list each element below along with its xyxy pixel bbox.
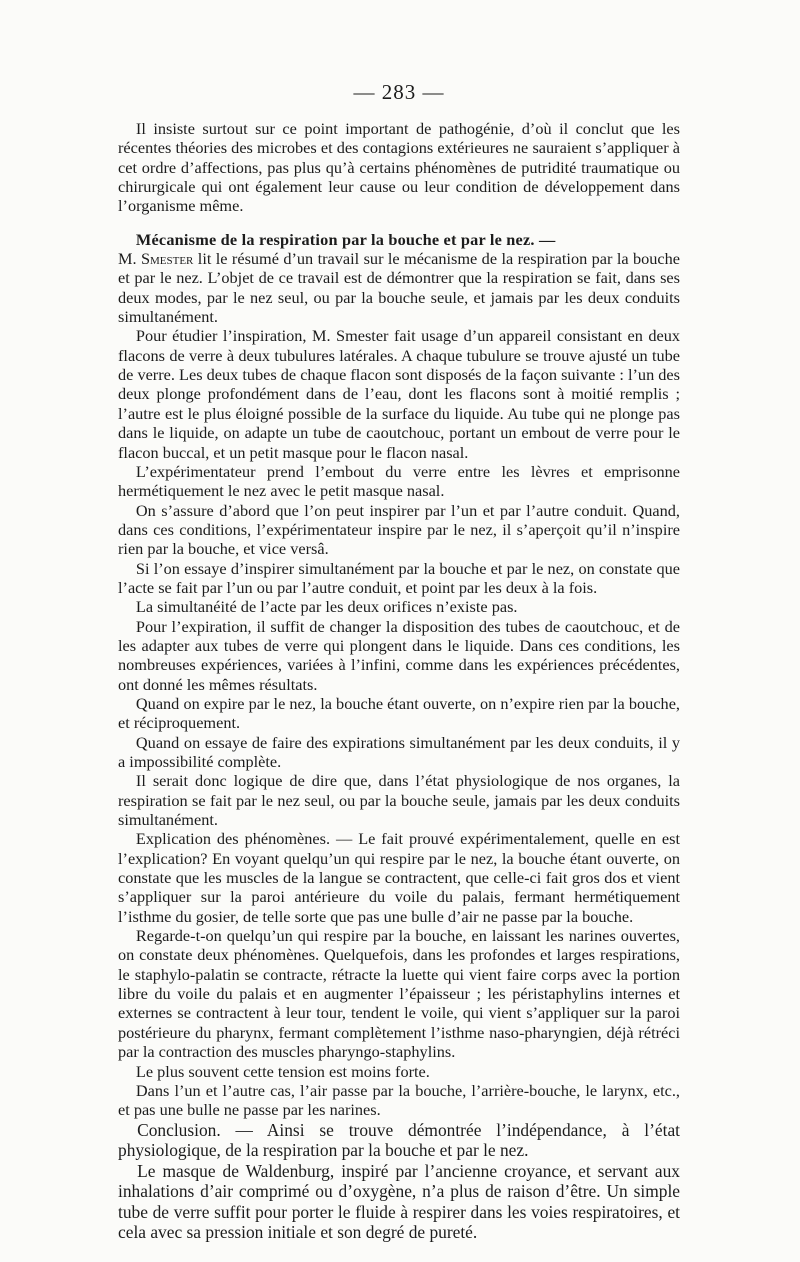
paragraph: L’expérimentateur prend l’embout du verre entre les lèvres et emprisonne hermétiquement le nez avec le petit masque nasal. — [118, 461, 680, 501]
paragraph: Il serait donc logique de dire que, dans l’état physiologique de nos organes, la respiration se fait par le nez seul, ou par la bouche seule, jamais par les deux conduits simultanément. — [118, 771, 680, 830]
paragraph: Explication des phénomènes. — Le fait prouvé expérimentalement, quelle en est l’explication? En voyant quelqu’un qui respire par le nez, la bouche étant ouverte, on constate que les muscles de la langue se contractent, que celle-ci fait gros dos et vient s’appliquer sur la paroi antérieure du voile du palais, fermant hermétiquement l’isthme du gosier, de telle sorte que pas une bulle d’air ne passe par la bouche. — [118, 829, 680, 926]
paragraph: Le plus souvent cette tension est moins forte. — [135, 1061, 430, 1081]
paragraph: Il insiste surtout sur ce point important de pathogénie, d’où il conclut que les récentes théories des microbes et des contagions extérieures ne sauraient s’appliquer à cet ordre d’affections, pas plus qu’à certains phénomènes de putridité traumatique ou chirurgicale qui ont également leur cause ou leur condition de développement dans l’organisme même. — [118, 119, 680, 216]
paragraph: Pour l’expiration, il suffit de changer la disposition des tubes de caoutchouc, et de les adapter aux tubes de verre qui plongent dans le liquide. Dans ces conditions, les nombreuses expériences, variées à l’infini, comme dans les expériences précédentes, ont donné les mêmes résultats. — [118, 616, 680, 694]
paragraph: Quand on essaye de faire des expirations simultanément par les deux conduits, il y a impossibilité complète. — [118, 732, 680, 771]
paragraph: Dans l’un et l’autre cas, l’air passe par la bouche, l’arrière-bouche, le larynx, etc., et pas une bulle ne passe par les narines. — [118, 1080, 680, 1120]
closing-block — [118, 1120, 680, 1243]
section-heading: Mécanisme de la respiration par la bouche et par le nez. — — [135, 229, 556, 249]
section-gap — [118, 216, 680, 230]
paragraph: Conclusion. — Ainsi se trouve démontrée l’indépendance, à l’état physiologique, de la respiration par la bouche et par le nez. — [118, 1119, 680, 1161]
paragraph: Si l’on essaye d’inspirer simultanément par la bouche et par le nez, on constate que l’acte se fait par l’un ou par l’autre conduit, et point par les deux à la fois. — [118, 558, 680, 597]
paragraph: Le masque de Waldenburg, inspiré par l’ancienne croyance, et servant aux inhalations d’air comprimé ou d’oxygène, n’a plus de raison d’être. Un simple tube de verre suffit pour porter le fluide à respirer dans les voies respiratoires, et cela avec sa pression initiale et son degré de pureté. — [118, 1160, 680, 1243]
paragraph: Quand on expire par le nez, la bouche étant ouverte, on n’expire rien par la bouche, et réciproquement. — [118, 693, 680, 733]
author-name: M. Smester — [118, 249, 194, 269]
paragraph-text: lit le résumé d’un travail sur le mécanisme de la respiration par la bouche et par le nez. L’objet de ce travail est de démontrer que la respiration se fait, dans ses deux modes, par le nez seul, ou par la bouche seule, et jamais par les deux conduits simultanément. — [118, 249, 680, 327]
paragraph: Regarde-t-on quelqu’un qui respire par la bouche, en laissant les narines ouvertes, on constate deux phénomènes. Quelquefois, dans les profondes et larges respirations, le staphylo-palatin se contracte, rétracte la luette qui vient faire corps avec la portion libre du voile du palais et en augmenter l’épaisseur ; les péristaphylins internes et externes se contractent à leur tour, tendent le voile, qui vient s’appliquer sur la paroi postérieure du pharynx, fermant complètement l’isthme naso-pharyngien, déjà rétréci par la contraction des muscles pharyngo-staphylins. — [118, 926, 680, 1062]
paragraph: On s’assure d’abord que l’on peut inspirer par l’un et par l’autre conduit. Quand, dans ces conditions, l’expérimentateur inspire par le nez, il s’aperçoit qu’il n’inspire rien par la bouche, et vice versâ. — [118, 500, 680, 559]
paragraph: La simultanéité de l’acte par les deux orifices n’existe pas. — [135, 597, 518, 617]
paragraph: Pour étudier l’inspiration, M. Smester fait usage d’un appareil consistant en deux flacons de verre à deux tubulures latérales. A chaque tubulure se trouve ajusté un tube de verre. Les deux tubes de chaque flacon sont disposés de la façon suivante : l’un des deux plonge profondément dans de l’eau, dont les flacons sont à moitié remplis ; l’autre est le plus éloigné possible de la surface du liquide. Au tube qui ne plonge pas dans le liquide, on adapte un tube de caoutchouc, portant un embout de verre pour le flacon buccal, et un petit masque pour le flacon nasal. — [118, 326, 680, 462]
page-number: — 283 — — [353, 80, 445, 104]
section-paragraph — [118, 230, 680, 327]
